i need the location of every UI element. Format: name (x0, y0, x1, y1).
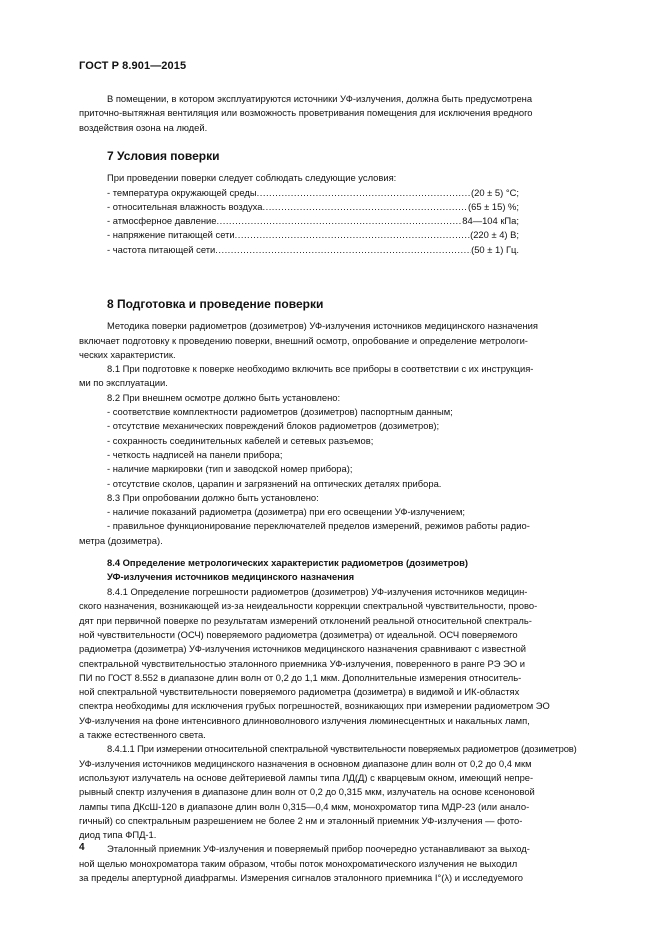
condition-value: (20 ± 5) °С; (471, 186, 519, 198)
text-line: лампы типа ДКсШ-120 в диапазоне длин волн 0,315—0,4 мкм, монохроматор типа МДР-23 (или анало- (79, 800, 530, 812)
condition-label: - относительная влажность воздуха (107, 200, 263, 212)
text-line: рывный спектр излучения в диапазоне длин волн от 0,2 до 0,315 мкм, излучатель на основе ксеноновой (79, 786, 535, 798)
standard-code-header: ГОСТ Р 8.901—2015 (79, 60, 187, 72)
leader-dots (215, 243, 471, 257)
text-line: воздействия озона на людей. (79, 121, 208, 133)
text-line: ной спектральной чувствительности поверяемого радиометра (дозиметра) в видимой и ИК-областях (79, 686, 520, 698)
section-7 (79, 149, 615, 257)
text-line: спектра необходимы для исключения грубых погрешностей, возникающих при измерении радиометром ЭО (79, 700, 550, 712)
text-line: Методика поверки радиометров (дозиметров) УФ-излучения источников медицинского назначения (107, 320, 538, 332)
text-line: ПИ по ГОСТ 8.552 в диапазоне длин волн от 0,2 до 1,1 мкм. Дополнительные измерения относитель- (79, 671, 522, 683)
condition-value: (65 ± 15) %; (468, 200, 519, 212)
text-line: дят при первичной поверке по результатам измерений отклонений реальной относительной спектраль- (79, 614, 532, 626)
leader-dots (262, 200, 468, 214)
text-line: В помещении, в котором эксплуатируются источники УФ-излучения, должна быть предусмотрена (107, 93, 533, 104)
text-line: 8.2 При внешнем осмотре должно быть установлено: (107, 391, 341, 403)
leader-dots (235, 228, 470, 242)
text-line: ной чувствительности (ОСЧ) поверяемого радиометра (дозиметра) от идеальной. ОСЧ поверяемого (79, 628, 518, 640)
text-line: за пределы апертурной диафрагмы. Измерения сигналов эталонного приемника I°(λ) и исследуемого (79, 871, 524, 883)
text-line: Эталонный приемник УФ-излучения и поверяемый прибор поочередно устанавливают за выход- (107, 843, 530, 855)
text-line: 8.4.1 Определение погрешности радиометров (дозиметров) УФ-излучения источников медицин- (107, 586, 528, 598)
list-item: - отсутствие механических повреждений блоков радиометров (дозиметров); (107, 420, 440, 432)
condition-row (79, 214, 519, 228)
condition-row (79, 228, 519, 242)
text-line: включает подготовку к проведению поверки, внешний осмотр, опробование и определение метрологи- (79, 334, 528, 346)
condition-row (79, 186, 519, 200)
text-line: а также естественного света. (79, 729, 206, 741)
text-line: ческих характеристик. (79, 348, 176, 360)
section-7-title: 7 Условия поверки (107, 149, 220, 163)
text-line: радиометра (дозиметра) УФ-излучения источников медицинского назначения сравнивают с известной (79, 643, 527, 655)
list-item: - сохранность соединительных кабелей и сетевых разъемов; (107, 434, 374, 446)
list-item: - четкость надписей на панели прибора; (107, 448, 283, 460)
text-line: используют излучатель на основе дейтериевой лампы типа ЛД(Д) с кварцевым окном, имеющий непре- (79, 771, 534, 783)
subsection-8-4-title-line: 8.4 Определение метрологических характеристик радиометров (дозиметров) (107, 557, 469, 569)
text-line: 8.3 При опробовании должно быть установлено: (107, 491, 319, 503)
page-number: 4 (79, 842, 85, 853)
list-item: - отсутствие сколов, царапин и загрязнений на оптических деталях прибора. (107, 477, 442, 489)
condition-value: (220 ± 4) В; (470, 229, 519, 241)
condition-row (79, 200, 519, 214)
condition-label: - атмосферное давление (107, 215, 217, 227)
text-line: гичный) со спектральным разрешением не более 2 нм и эталонный приемник УФ-излучения — фото- (79, 814, 523, 826)
text-line: 8.1 При подготовке к поверке необходимо включить все приборы в соответствии с их инструкция- (107, 363, 534, 375)
condition-label: - напряжение питающей сети (107, 229, 235, 241)
condition-value: (50 ± 1) Гц. (471, 243, 519, 255)
condition-value: 84—104 кПа; (462, 215, 519, 227)
condition-label: - температура окружающей среды (107, 186, 257, 198)
text-line: диод типа ФПД-1. (79, 829, 157, 841)
condition-label: - частота питающей сети (107, 243, 216, 255)
section-8 (79, 297, 615, 885)
subsection-8-4-title-line: УФ-излучения источников медицинского назначения (107, 570, 355, 582)
leader-dots (257, 186, 471, 200)
condition-row (79, 243, 519, 257)
section-8-title: 8 Подготовка и проведение поверки (107, 297, 324, 311)
text-line: ной щелью монохроматора таким образом, чтобы поток монохроматического излучения не выходил (79, 857, 518, 869)
text-line: метра (дозиметра). (79, 534, 163, 546)
list-item: - соответствие комплектности радиометров (дозиметров) паспортным данным; (107, 406, 453, 418)
text-line: ского назначения, возникающей из-за неидеальности коррекции спектральной чувствительности, прово- (79, 600, 538, 612)
text-line: ми по эксплуатации. (79, 377, 168, 389)
text-line: приточно-вытяжная вентиляция или возможность проветривания помещения для исключения вредного (79, 107, 533, 119)
text-line: 8.4.1.1 При измерении относительной спектральной чувствительности поверяемых радиометров (дозиметров) (107, 743, 577, 755)
text-line: УФ-излучения источников медицинского назначения в основном диапазоне длин волн от 0,2 до 0,4 мкм (79, 757, 532, 769)
text-line: спектральной чувствительностью эталонного приемника УФ-излучения, поверенного в ранге РЭ ЭО и (79, 657, 525, 669)
section-7-lead: При проведении поверки следует соблюдать следующие условия: (107, 172, 397, 184)
list-item: - правильное функционирование переключателей пределов измерений, режимов работы радио- (107, 520, 530, 532)
intro-paragraph (79, 92, 615, 135)
text-line: УФ-излучения на фоне интенсивного длинноволнового излучения люминесцентных и накальных ламп, (79, 714, 530, 726)
list-item: - наличие маркировки (тип и заводской номер прибора); (107, 463, 353, 475)
list-item: - наличие показаний радиометра (дозиметра) при его освещении УФ-излучением; (107, 506, 465, 518)
leader-dots (217, 214, 463, 228)
